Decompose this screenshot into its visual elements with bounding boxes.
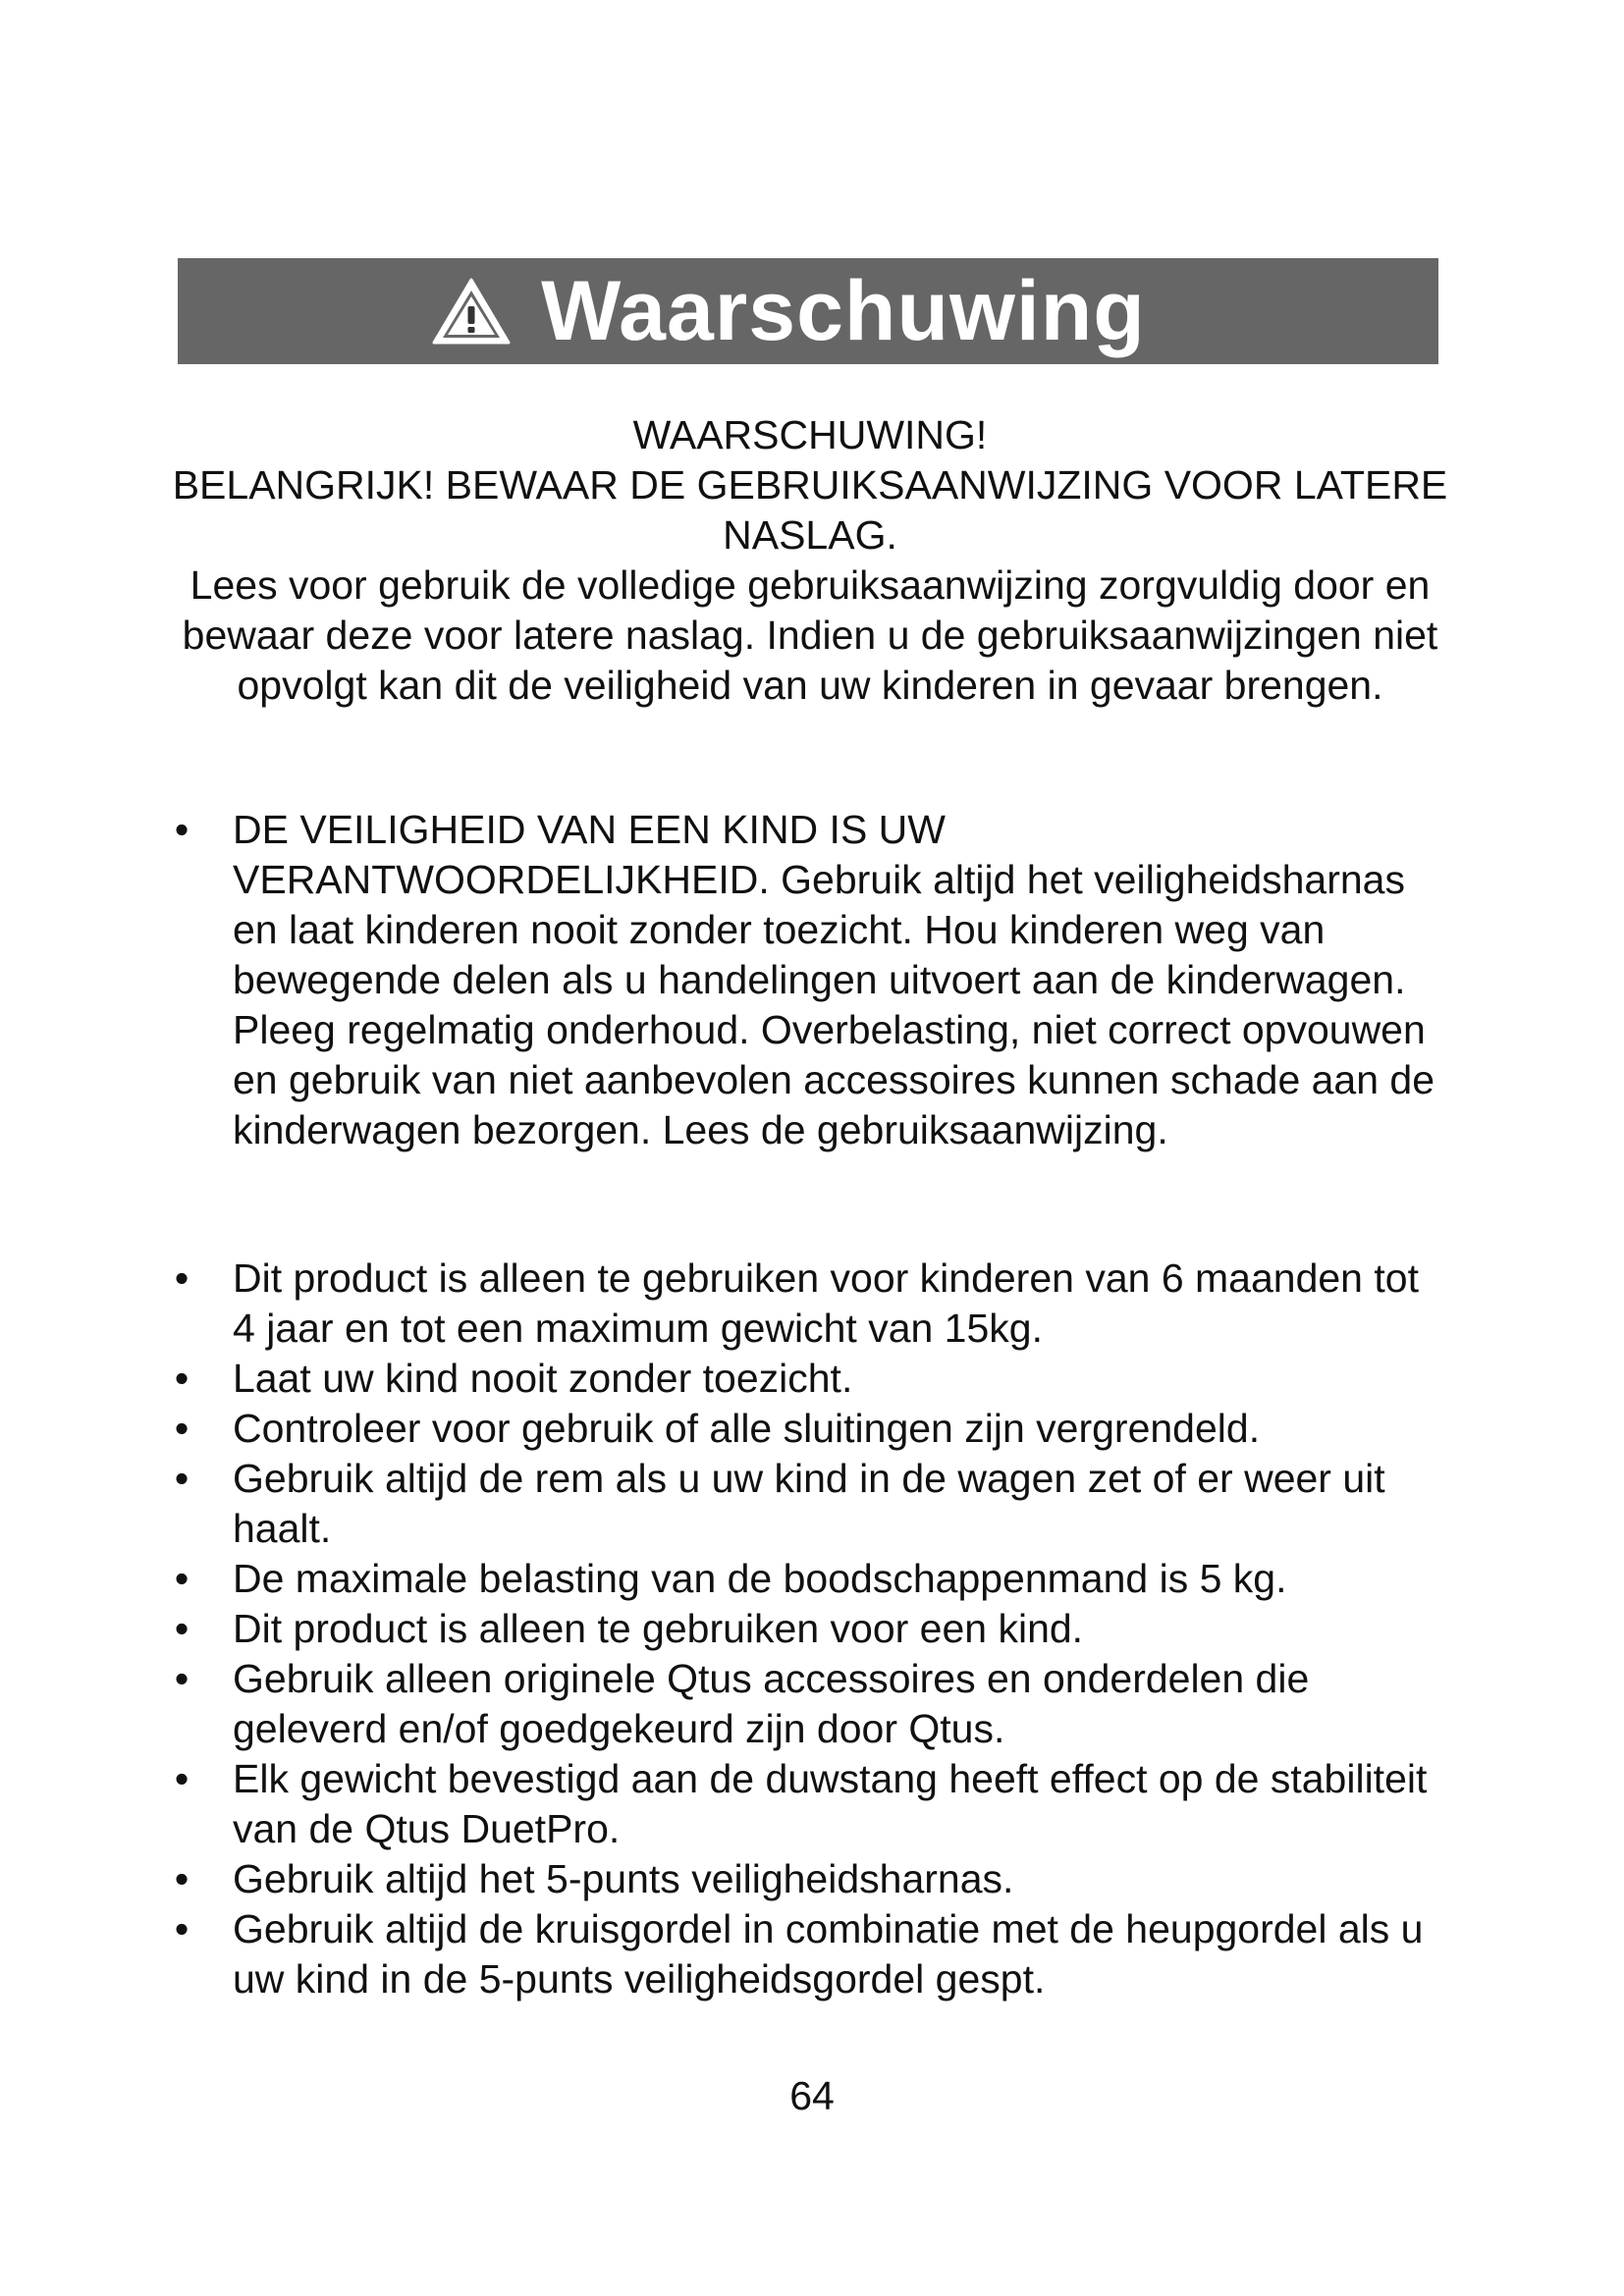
bullet-icon: •	[174, 807, 189, 852]
page-title: Waarschuwing	[541, 264, 1146, 358]
list-item-text: Elk gewicht bevestigd aan de duwstang heeft effect op de stabiliteit van de Qtus DuetPro.	[233, 1756, 1428, 1851]
list-item-text: Laat uw kind nooit zonder toezicht.	[233, 1356, 853, 1401]
list-item-text: Dit product is alleen te gebruiken voor kinderen van 6 maanden tot 4 jaar en tot een maximum gewicht van 15kg.	[233, 1255, 1419, 1351]
page-number: 64	[789, 2073, 835, 2118]
safety-list	[167, 805, 1443, 1155]
list-item-text: DE VEILIGHEID VAN EEN KIND IS UW VERANTWOORDELIJKHEID. Gebruik altijd het veiligheidsharnas en laat kinderen nooit zonder toezicht. Hou kinderen weg van bewegende delen als u handelingen uitvoert aan de kinderwagen. Pleeg regelmatig onderhoud. Overbelasting, niet correct opvouwen en gebruik van niet aanbevolen accessoires kunnen schade aan de kinderwagen bezorgen. Lees de gebruiksaanwijzing.	[233, 807, 1435, 1152]
bullet-icon: •	[174, 1606, 189, 1651]
list-item	[167, 1354, 1443, 1404]
warning-banner	[178, 258, 1438, 364]
list-item	[167, 1904, 1443, 2004]
list-item	[167, 1404, 1443, 1454]
intro-paragraph: Lees voor gebruik de volledige gebruiksaanwijzing zorgvuldig door en bewaar deze voor latere naslag. Indien u de gebruiksaanwijzingen niet opvolgt kan dit de veiligheid van uw kinderen in gevaar brengen.	[182, 562, 1438, 708]
list-item-text: Dit product is alleen te gebruiken voor een kind.	[233, 1606, 1084, 1651]
bullet-icon: •	[174, 1756, 189, 1801]
list-item-text: Gebruik altijd de kruisgordel in combinatie met de heupgordel als u uw kind in de 5-punts veiligheidsgordel gespt.	[233, 1906, 1424, 2002]
bullet-icon: •	[174, 1906, 189, 1951]
list-item	[167, 1754, 1443, 1854]
list-item	[167, 1654, 1443, 1754]
bullet-icon: •	[174, 1406, 189, 1451]
bullet-icon: •	[174, 1656, 189, 1701]
warning-triangle-icon	[431, 277, 512, 346]
list-item-text: De maximale belasting van de boodschappenmand is 5 kg.	[233, 1556, 1287, 1601]
banner-content	[431, 264, 1146, 358]
list-item-text: Gebruik altijd de rem als u uw kind in de wagen zet of er weer uit haalt.	[233, 1456, 1385, 1551]
bullet-icon: •	[174, 1456, 189, 1501]
bullet-icon: •	[174, 1255, 189, 1301]
intro-warning-heading: WAARSCHUWING!	[632, 412, 988, 457]
list-item-text: Gebruik alleen originele Qtus accessoires en onderdelen die geleverd en/of goedgekeurd zijn door Qtus.	[233, 1656, 1310, 1751]
list-item-text: Gebruik altijd het 5-punts veiligheidsharnas.	[233, 1856, 1014, 1901]
bullet-icon: •	[174, 1556, 189, 1601]
warnings-list	[167, 1254, 1443, 2004]
intro-important-notice: BELANGRIJK! BEWAAR DE GEBRUIKSAANWIJZING VOOR LATERE NASLAG.	[172, 462, 1448, 558]
bullet-icon: •	[174, 1356, 189, 1401]
list-item-text: Controleer voor gebruik of alle sluitingen zijn vergrendeld.	[233, 1406, 1261, 1451]
list-item	[167, 1854, 1443, 1904]
intro-block	[167, 410, 1453, 711]
list-item	[167, 1554, 1443, 1604]
list-item	[167, 805, 1443, 1155]
list-item	[167, 1454, 1443, 1554]
list-item	[167, 1604, 1443, 1654]
bullet-icon: •	[174, 1856, 189, 1901]
list-item	[167, 1254, 1443, 1354]
